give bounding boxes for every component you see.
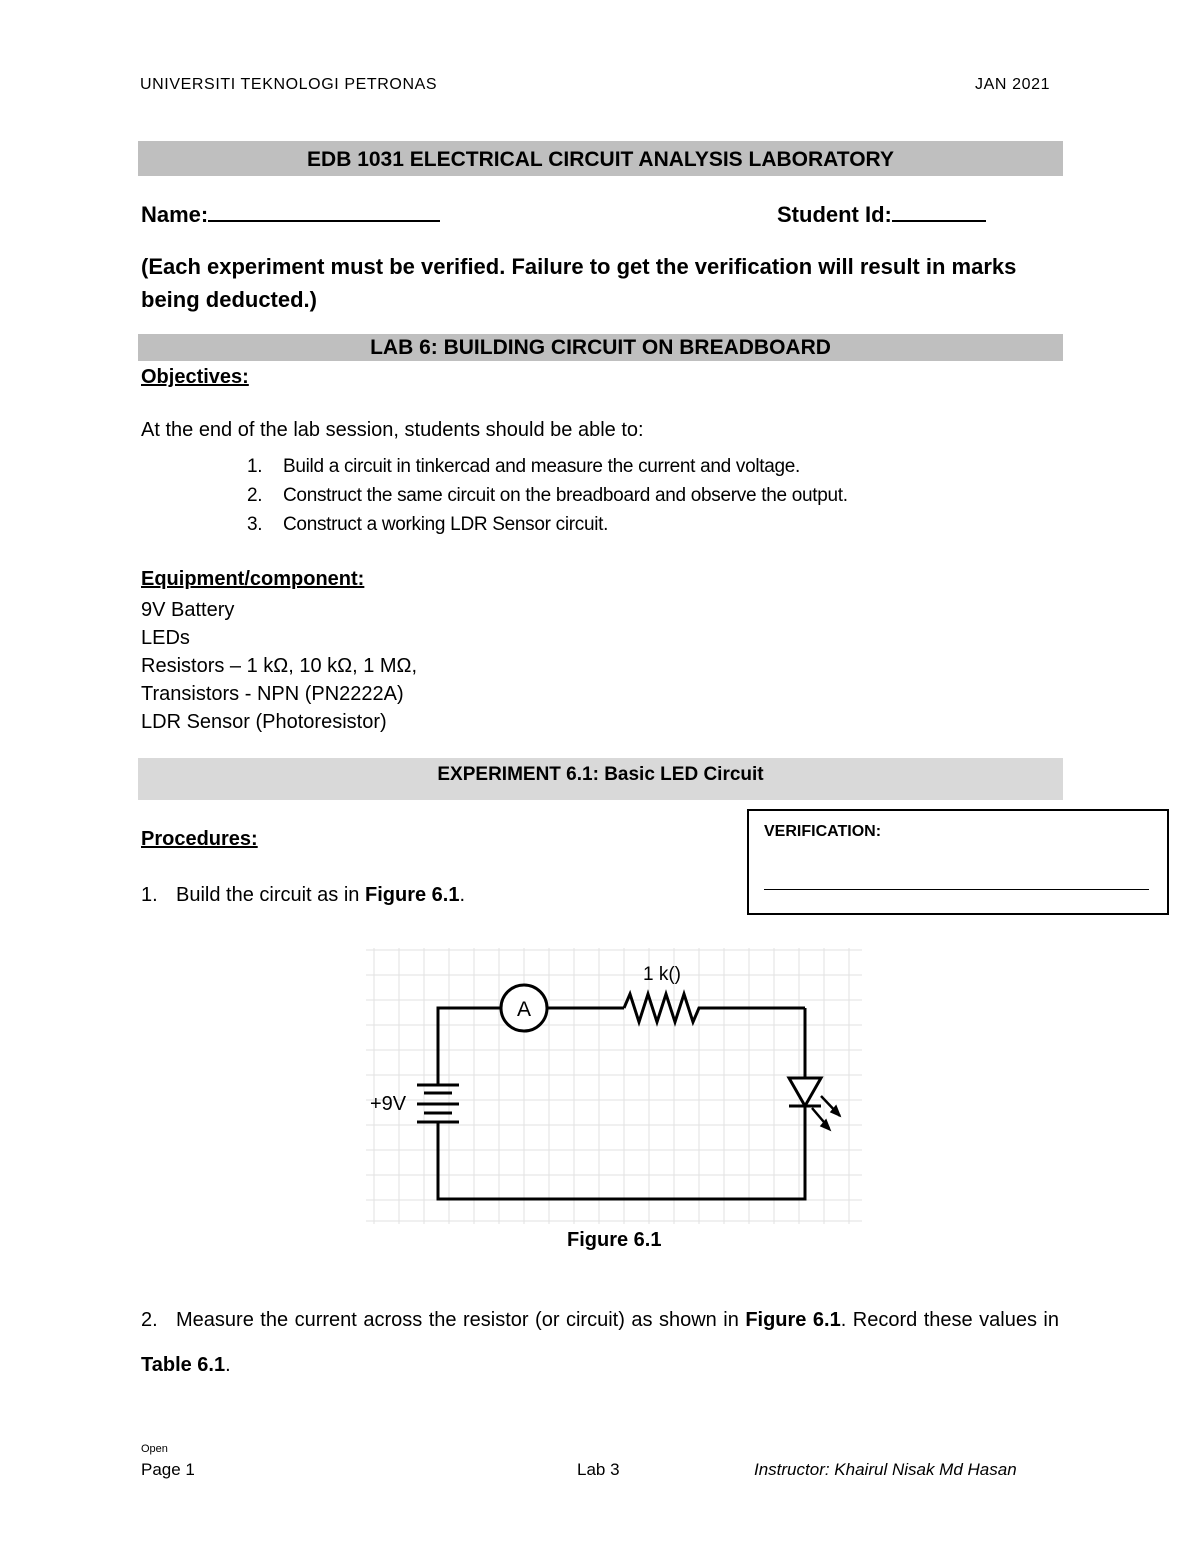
student-id-label: Student Id: [777, 202, 892, 227]
objectives-heading: Objectives: [141, 366, 249, 388]
list-item: Transistors - NPN (PN2222A) [141, 683, 404, 705]
student-id-field [777, 198, 986, 228]
resistor-symbol [624, 964, 705, 1022]
name-blank [208, 198, 440, 222]
name-label: Name: [141, 202, 209, 227]
list-item: 1. Build a circuit in tinkercad and measure the current and voltage. [247, 456, 801, 477]
battery-symbol [370, 1085, 459, 1122]
lab-number: Lab 3 [577, 1460, 620, 1479]
date-header: JAN 2021 [975, 76, 1051, 93]
verification-signature-line [764, 889, 1149, 890]
led-symbol [789, 1078, 840, 1130]
course-title: EDB 1031 ELECTRICAL CIRCUIT ANALYSIS LABORATORY [138, 141, 1063, 176]
list-item: 3. Construct a working LDR Sensor circuit. [247, 514, 609, 535]
name-field [141, 198, 440, 228]
list-item: Resistors – 1 kΩ, 10 kΩ, 1 MΩ, [141, 655, 418, 677]
classification-label: Open [141, 1443, 168, 1455]
list-item: 2. Construct the same circuit on the breadboard and observe the output. [247, 485, 848, 506]
battery-label: +9V [370, 1093, 407, 1115]
lab-title: LAB 6: BUILDING CIRCUIT ON BREADBOARD [138, 334, 1063, 361]
list-item: 9V Battery [141, 599, 235, 621]
procedure-step-1: 1. Build the circuit as in Figure 6.1. [141, 884, 466, 906]
university-header: UNIVERSITI TEKNOLOGI PETRONAS [140, 76, 438, 93]
page-number: Page 1 [141, 1460, 195, 1479]
procedure-step-2: 2. Measure the current across the resistor (or circuit) as shown in Figure 6.1. Record these values in Table 6.1. [141, 1309, 1059, 1376]
instructor-name: Instructor: Khairul Nisak Md Hasan [754, 1460, 1017, 1479]
procedures-heading: Procedures: [141, 828, 258, 850]
ammeter-label: A [516, 998, 532, 1021]
circuit-diagram [366, 948, 862, 1224]
circuit-wires [438, 1008, 805, 1199]
objectives-intro: At the end of the lab session, students should be able to: [141, 419, 644, 441]
list-item: LEDs [141, 627, 190, 649]
verification-box [747, 809, 1169, 915]
experiment-title: EXPERIMENT 6.1: Basic LED Circuit [138, 758, 1063, 800]
verification-label: VERIFICATION: [764, 823, 882, 840]
resistor-label: 1 k() [643, 964, 681, 985]
objectives-list [247, 452, 848, 539]
list-item: LDR Sensor (Photoresistor) [141, 711, 387, 733]
equipment-list [141, 596, 417, 736]
figure-caption: Figure 6.1 [567, 1229, 662, 1251]
verification-notice: (Each experiment must be verified. Failure to get the verification will result in marks being deducted.) [141, 254, 1017, 312]
equipment-heading: Equipment/component: [141, 568, 365, 590]
ammeter-symbol [501, 985, 547, 1031]
student-id-blank [892, 198, 986, 222]
